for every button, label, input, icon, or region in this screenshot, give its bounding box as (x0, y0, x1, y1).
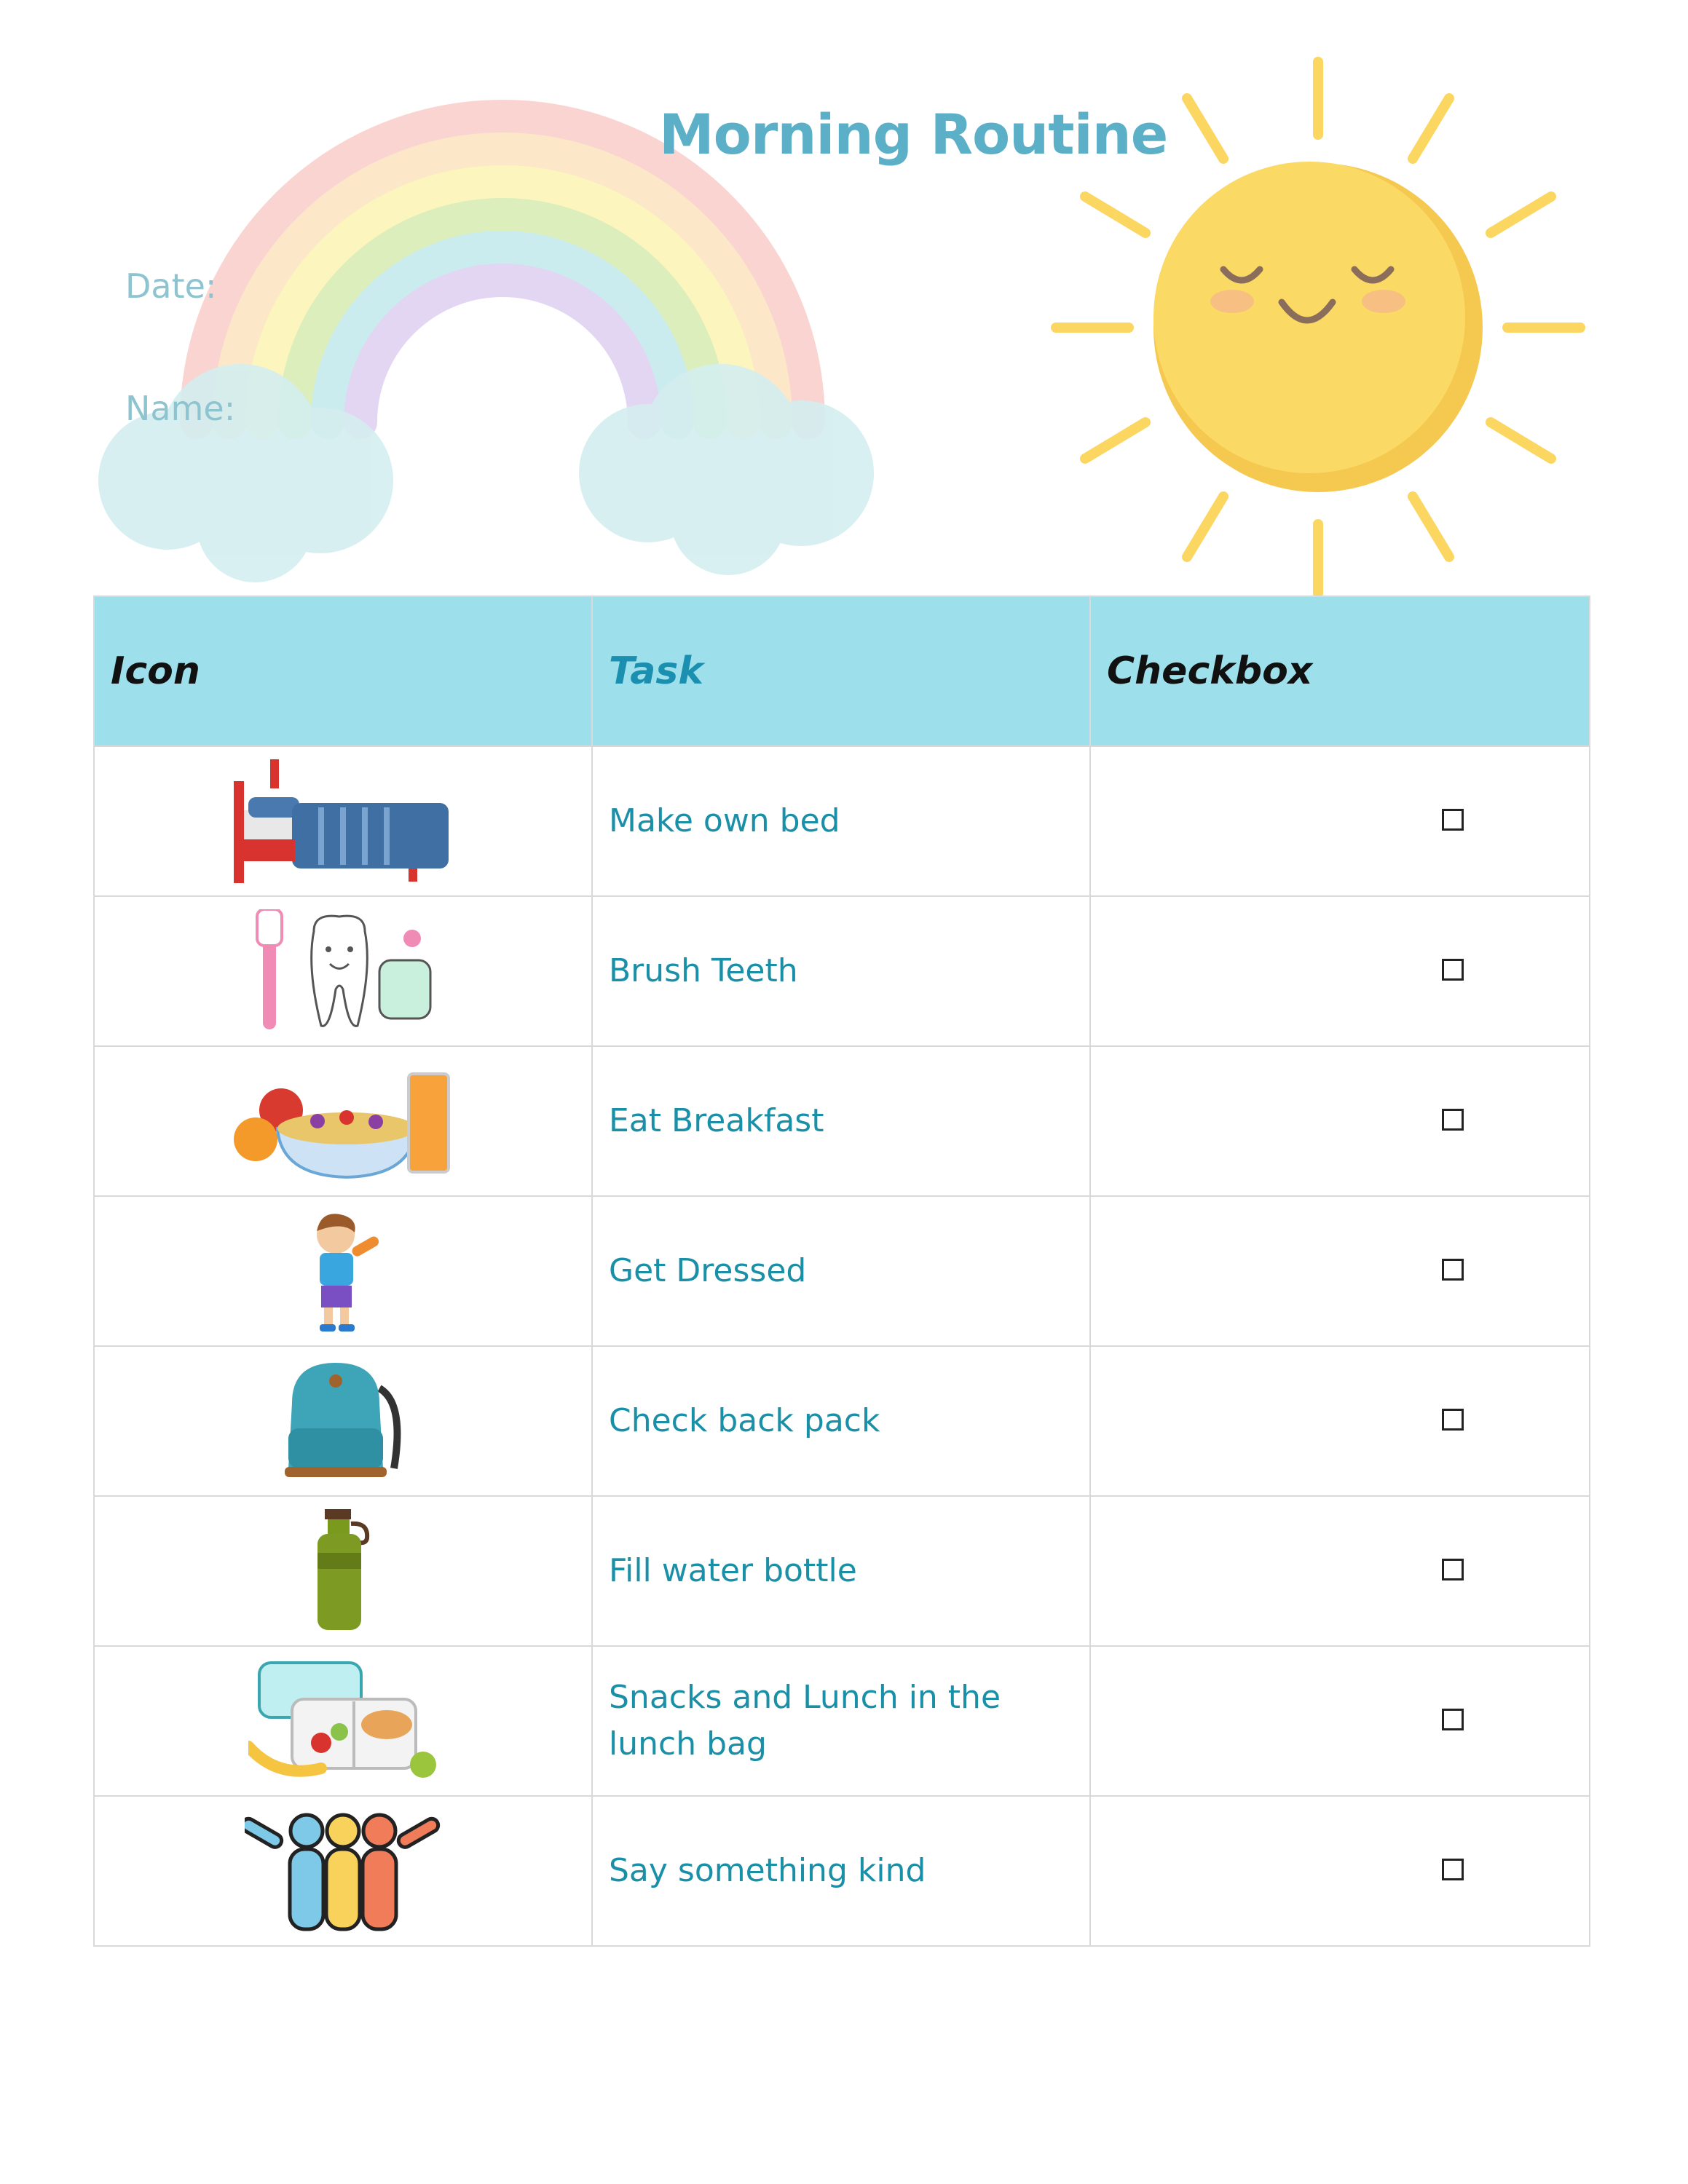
icon-cell (94, 1046, 592, 1196)
icon-cell (94, 746, 592, 896)
task-text: Make own bed (592, 746, 1090, 896)
name-label: Name: (125, 389, 236, 428)
icon-cell (94, 1346, 592, 1496)
table-row (94, 1196, 1590, 1346)
page-title: Morning Routine (659, 102, 1168, 167)
task-checkbox[interactable] (1442, 959, 1464, 981)
friends-hugging-icon (245, 1809, 441, 1933)
icon-cell (94, 896, 592, 1046)
task-text: Say something kind (592, 1796, 1090, 1946)
task-checkbox[interactable] (1442, 1259, 1464, 1281)
icon-cell (94, 1646, 592, 1796)
table-row (94, 1496, 1590, 1646)
icon-cell (94, 1796, 592, 1946)
task-checkbox[interactable] (1442, 1859, 1464, 1880)
checkbox-cell (1090, 1196, 1590, 1346)
task-checkbox[interactable] (1442, 1559, 1464, 1580)
task-text: Eat Breakfast (592, 1046, 1090, 1196)
toothbrush-tooth-floss-icon (248, 909, 438, 1033)
routine-table (93, 596, 1590, 1947)
bed-icon (234, 759, 452, 883)
task-text: Fill water bottle (592, 1496, 1090, 1646)
column-header-icon: Icon (94, 596, 592, 746)
date-label: Date: (125, 266, 217, 306)
table-row (94, 1046, 1590, 1196)
table-header-row (94, 596, 1590, 746)
column-header-checkbox: Checkbox (1090, 596, 1590, 746)
icon-cell (94, 1196, 592, 1346)
task-checkbox[interactable] (1442, 1109, 1464, 1131)
page-header (0, 0, 1688, 597)
task-text: Snacks and Lunch in the lunch bag (592, 1646, 1090, 1796)
table-row (94, 896, 1590, 1046)
task-text: Check back pack (592, 1346, 1090, 1496)
task-text: Brush Teeth (592, 896, 1090, 1046)
checkbox-cell (1090, 1496, 1590, 1646)
lunch-box-icon (248, 1659, 438, 1783)
backpack-icon (277, 1359, 409, 1483)
checkbox-cell (1090, 1046, 1590, 1196)
task-checkbox[interactable] (1442, 809, 1464, 831)
water-bottle-icon (310, 1509, 376, 1633)
table-row (94, 1796, 1590, 1946)
icon-cell (94, 1496, 592, 1646)
task-checkbox[interactable] (1442, 1709, 1464, 1730)
checkbox-cell (1090, 1346, 1590, 1496)
table-row (94, 1646, 1590, 1796)
task-text: Get Dressed (592, 1196, 1090, 1346)
table-row (94, 746, 1590, 896)
checkbox-cell (1090, 1796, 1590, 1946)
column-header-task: Task (592, 596, 1090, 746)
child-dressing-icon (299, 1209, 387, 1333)
table-row (94, 1346, 1590, 1496)
breakfast-bowl-icon (230, 1059, 456, 1183)
checkbox-cell (1090, 746, 1590, 896)
checkbox-cell (1090, 1646, 1590, 1796)
checkbox-cell (1090, 896, 1590, 1046)
task-checkbox[interactable] (1442, 1409, 1464, 1431)
